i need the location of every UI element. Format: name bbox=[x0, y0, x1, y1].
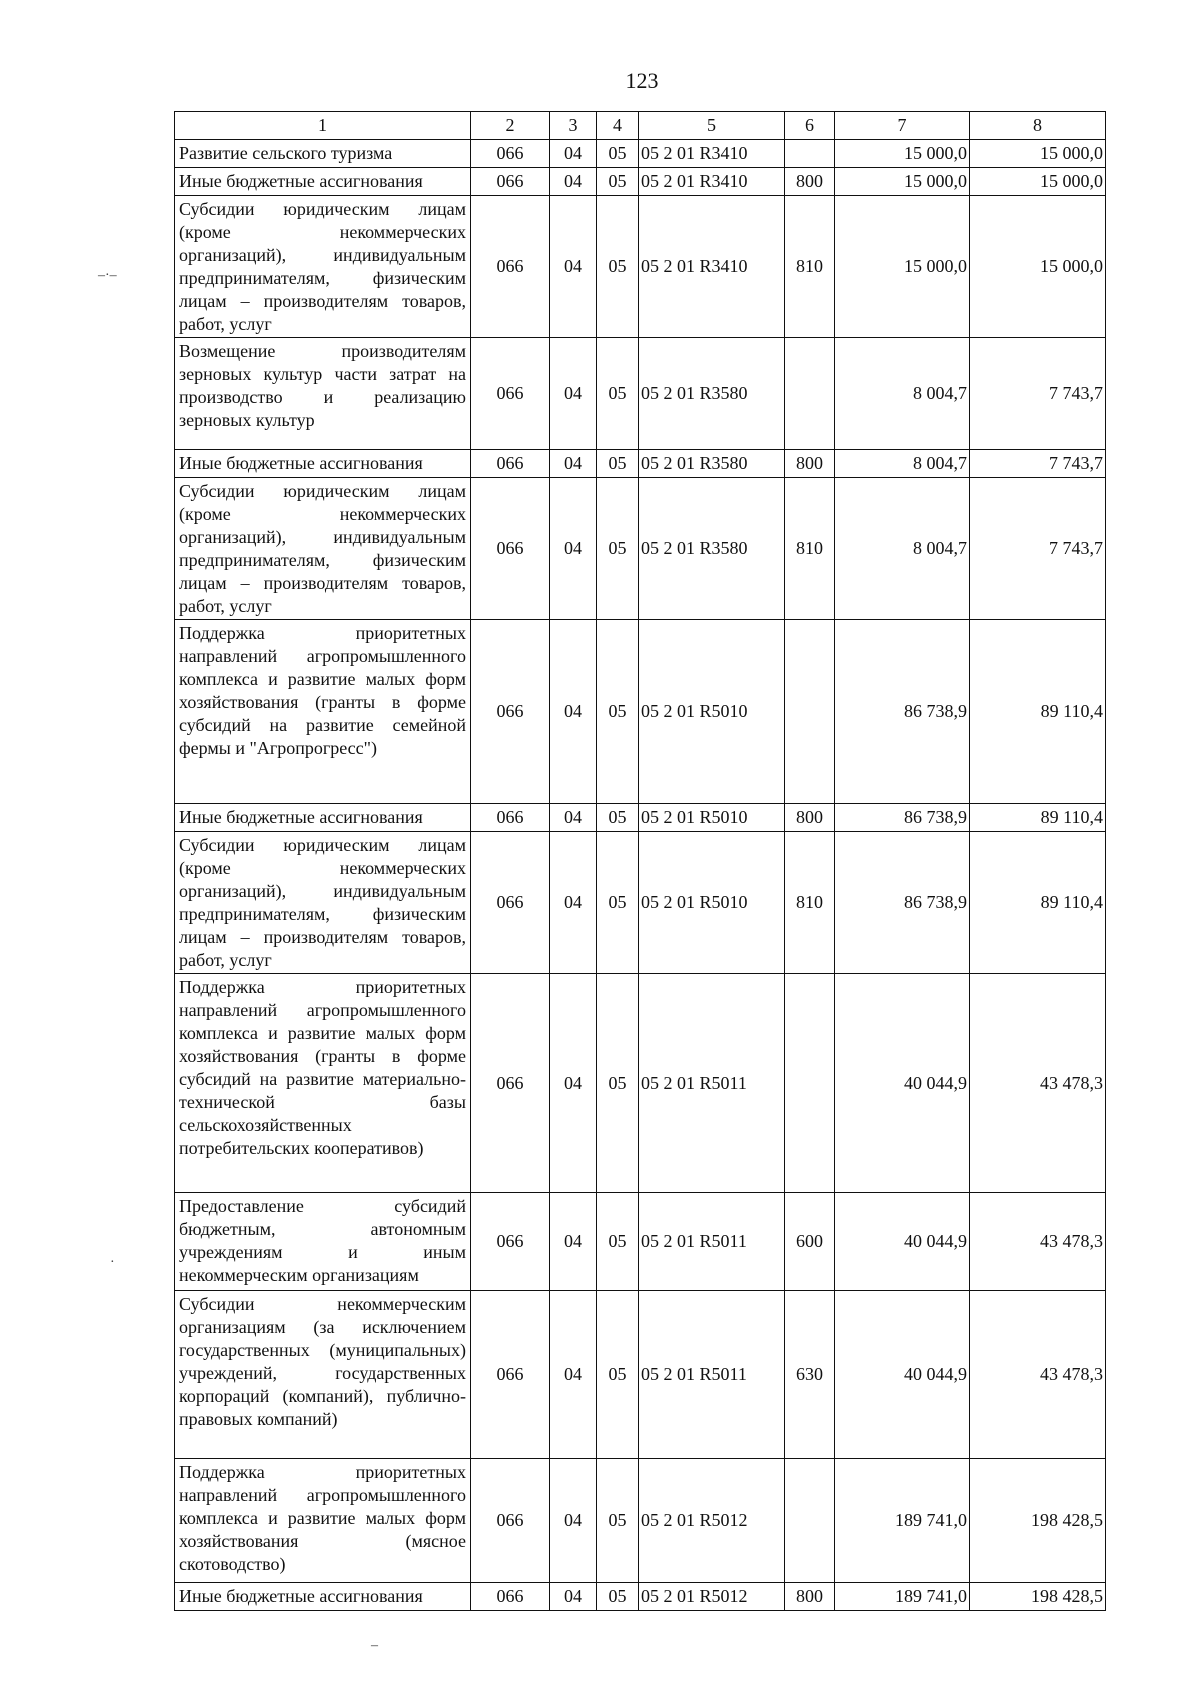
budget-table bbox=[174, 111, 1106, 1611]
row-code-cell: 066 bbox=[471, 196, 550, 338]
row-target-article-cell: 05 2 01 R3410 bbox=[639, 168, 785, 196]
table-row bbox=[175, 974, 1106, 1193]
row-amount-year2-cell: 15 000,0 bbox=[970, 168, 1106, 196]
row-name-cell: Субсидии юридическим лицам (кроме некоммерческих организаций), индивидуальным предпринимателям, физическим лицам – производителям товаров, работ, услуг bbox=[175, 832, 471, 974]
row-code-cell: 066 bbox=[471, 832, 550, 974]
row-amount-year1-cell: 15 000,0 bbox=[835, 196, 970, 338]
row-amount-year1-cell: 40 044,9 bbox=[835, 1291, 970, 1459]
row-amount-year2-cell: 7 743,7 bbox=[970, 478, 1106, 620]
column-header: 8 bbox=[970, 112, 1106, 140]
row-code-cell: 066 bbox=[471, 450, 550, 478]
row-amount-year2-cell: 15 000,0 bbox=[970, 196, 1106, 338]
row-expense-type-cell: 600 bbox=[785, 1193, 835, 1291]
row-section-cell: 04 bbox=[550, 196, 597, 338]
row-code-cell: 066 bbox=[471, 1291, 550, 1459]
table-row bbox=[175, 620, 1106, 804]
table-row bbox=[175, 140, 1106, 168]
row-name-cell: Субсидии некоммерческим организациям (за исключением государственных (муниципальных) учреждений, государственных корпораций (компаний), публично-правовых компаний) bbox=[175, 1291, 471, 1459]
row-section-cell: 04 bbox=[550, 804, 597, 832]
row-amount-year2-cell: 89 110,4 bbox=[970, 832, 1106, 974]
row-section-cell: 04 bbox=[550, 478, 597, 620]
row-name-cell: Субсидии юридическим лицам (кроме некоммерческих организаций), индивидуальным предпринимателям, физическим лицам – производителям товаров, работ, услуг bbox=[175, 196, 471, 338]
page-number: 123 bbox=[625, 68, 659, 93]
row-target-article-cell: 05 2 01 R5011 bbox=[639, 1291, 785, 1459]
row-amount-year1-cell: 15 000,0 bbox=[835, 140, 970, 168]
row-expense-type-cell bbox=[785, 620, 835, 804]
row-amount-year1-cell: 40 044,9 bbox=[835, 974, 970, 1193]
table-row bbox=[175, 1193, 1106, 1291]
row-name-cell: Предоставление субсидий бюджетным, автономным учреждениям и иным некоммерческим организациям bbox=[175, 1193, 471, 1291]
column-header: 1 bbox=[175, 112, 471, 140]
row-code-cell: 066 bbox=[471, 620, 550, 804]
row-code-cell: 066 bbox=[471, 804, 550, 832]
row-code-cell: 066 bbox=[471, 168, 550, 196]
row-amount-year1-cell: 40 044,9 bbox=[835, 1193, 970, 1291]
row-subsection-cell: 05 bbox=[597, 478, 639, 620]
row-amount-year2-cell: 89 110,4 bbox=[970, 620, 1106, 804]
column-header: 4 bbox=[597, 112, 639, 140]
row-subsection-cell: 05 bbox=[597, 140, 639, 168]
row-section-cell: 04 bbox=[550, 1193, 597, 1291]
row-amount-year2-cell: 43 478,3 bbox=[970, 1291, 1106, 1459]
row-subsection-cell: 05 bbox=[597, 196, 639, 338]
row-amount-year1-cell: 86 738,9 bbox=[835, 804, 970, 832]
row-expense-type-cell: 810 bbox=[785, 196, 835, 338]
row-expense-type-cell: 810 bbox=[785, 478, 835, 620]
row-amount-year2-cell: 198 428,5 bbox=[970, 1459, 1106, 1583]
row-subsection-cell: 05 bbox=[597, 1291, 639, 1459]
row-subsection-cell: 05 bbox=[597, 620, 639, 804]
column-header: 6 bbox=[785, 112, 835, 140]
row-section-cell: 04 bbox=[550, 1459, 597, 1583]
row-name-cell: Иные бюджетные ассигнования bbox=[175, 450, 471, 478]
row-code-cell: 066 bbox=[471, 140, 550, 168]
table-row bbox=[175, 450, 1106, 478]
row-expense-type-cell: 800 bbox=[785, 168, 835, 196]
row-amount-year2-cell: 15 000,0 bbox=[970, 140, 1106, 168]
row-amount-year2-cell: 7 743,7 bbox=[970, 338, 1106, 450]
row-subsection-cell: 05 bbox=[597, 1583, 639, 1611]
row-name-cell: Поддержка приоритетных направлений агропромышленного комплекса и развитие малых форм хозяйствования (гранты в форме субсидий на развитие материально-технической базы сельскохозяйственных потребительских кооперативов) bbox=[175, 974, 471, 1193]
row-subsection-cell: 05 bbox=[597, 1193, 639, 1291]
row-amount-year1-cell: 86 738,9 bbox=[835, 832, 970, 974]
row-amount-year1-cell: 86 738,9 bbox=[835, 620, 970, 804]
margin-mark: · bbox=[110, 1255, 115, 1270]
column-header: 5 bbox=[639, 112, 785, 140]
row-code-cell: 066 bbox=[471, 1193, 550, 1291]
margin-mark: – bbox=[371, 1638, 378, 1653]
row-expense-type-cell: 810 bbox=[785, 832, 835, 974]
row-target-article-cell: 05 2 01 R5011 bbox=[639, 974, 785, 1193]
row-section-cell: 04 bbox=[550, 1291, 597, 1459]
table-row bbox=[175, 478, 1106, 620]
row-expense-type-cell: 800 bbox=[785, 804, 835, 832]
row-amount-year2-cell: 89 110,4 bbox=[970, 804, 1106, 832]
row-name-cell: Поддержка приоритетных направлений агропромышленного комплекса и развитие малых форм хозяйствования (гранты в форме субсидий на развитие семейной фермы и "Агропрогресс") bbox=[175, 620, 471, 804]
row-expense-type-cell bbox=[785, 338, 835, 450]
row-name-cell: Развитие сельского туризма bbox=[175, 140, 471, 168]
row-expense-type-cell: 800 bbox=[785, 1583, 835, 1611]
table-row bbox=[175, 338, 1106, 450]
row-target-article-cell: 05 2 01 R5012 bbox=[639, 1459, 785, 1583]
column-header: 3 bbox=[550, 112, 597, 140]
row-section-cell: 04 bbox=[550, 1583, 597, 1611]
row-name-cell: Возмещение производителям зерновых культур части затрат на производство и реализацию зерновых культур bbox=[175, 338, 471, 450]
row-subsection-cell: 05 bbox=[597, 832, 639, 974]
row-target-article-cell: 05 2 01 R5010 bbox=[639, 620, 785, 804]
row-subsection-cell: 05 bbox=[597, 974, 639, 1193]
row-subsection-cell: 05 bbox=[597, 338, 639, 450]
row-target-article-cell: 05 2 01 R3410 bbox=[639, 140, 785, 168]
row-name-cell: Иные бюджетные ассигнования bbox=[175, 1583, 471, 1611]
row-section-cell: 04 bbox=[550, 338, 597, 450]
row-target-article-cell: 05 2 01 R3580 bbox=[639, 450, 785, 478]
row-code-cell: 066 bbox=[471, 974, 550, 1193]
row-code-cell: 066 bbox=[471, 1583, 550, 1611]
row-target-article-cell: 05 2 01 R5010 bbox=[639, 832, 785, 974]
row-subsection-cell: 05 bbox=[597, 168, 639, 196]
margin-mark: –·– bbox=[98, 268, 117, 283]
table-row bbox=[175, 168, 1106, 196]
row-expense-type-cell: 630 bbox=[785, 1291, 835, 1459]
table-row bbox=[175, 1459, 1106, 1583]
row-section-cell: 04 bbox=[550, 974, 597, 1193]
row-name-cell: Иные бюджетные ассигнования bbox=[175, 168, 471, 196]
row-code-cell: 066 bbox=[471, 338, 550, 450]
row-target-article-cell: 05 2 01 R5010 bbox=[639, 804, 785, 832]
row-amount-year1-cell: 8 004,7 bbox=[835, 478, 970, 620]
row-expense-type-cell: 800 bbox=[785, 450, 835, 478]
row-amount-year2-cell: 43 478,3 bbox=[970, 1193, 1106, 1291]
row-target-article-cell: 05 2 01 R5012 bbox=[639, 1583, 785, 1611]
row-name-cell: Поддержка приоритетных направлений агропромышленного комплекса и развитие малых форм хозяйствования (мясное скотоводство) bbox=[175, 1459, 471, 1583]
row-amount-year1-cell: 189 741,0 bbox=[835, 1583, 970, 1611]
row-amount-year2-cell: 43 478,3 bbox=[970, 974, 1106, 1193]
row-expense-type-cell bbox=[785, 140, 835, 168]
row-name-cell: Субсидии юридическим лицам (кроме некоммерческих организаций), индивидуальным предпринимателям, физическим лицам – производителям товаров, работ, услуг bbox=[175, 478, 471, 620]
row-section-cell: 04 bbox=[550, 140, 597, 168]
row-subsection-cell: 05 bbox=[597, 804, 639, 832]
table-row bbox=[175, 196, 1106, 338]
table-row bbox=[175, 832, 1106, 974]
row-amount-year1-cell: 8 004,7 bbox=[835, 450, 970, 478]
column-header: 2 bbox=[471, 112, 550, 140]
row-expense-type-cell bbox=[785, 1459, 835, 1583]
column-header: 7 bbox=[835, 112, 970, 140]
row-code-cell: 066 bbox=[471, 478, 550, 620]
row-section-cell: 04 bbox=[550, 620, 597, 804]
row-target-article-cell: 05 2 01 R3410 bbox=[639, 196, 785, 338]
table-row bbox=[175, 1291, 1106, 1459]
row-section-cell: 04 bbox=[550, 832, 597, 974]
row-expense-type-cell bbox=[785, 974, 835, 1193]
row-target-article-cell: 05 2 01 R3580 bbox=[639, 338, 785, 450]
row-amount-year1-cell: 8 004,7 bbox=[835, 338, 970, 450]
row-amount-year2-cell: 7 743,7 bbox=[970, 450, 1106, 478]
row-amount-year1-cell: 15 000,0 bbox=[835, 168, 970, 196]
row-target-article-cell: 05 2 01 R5011 bbox=[639, 1193, 785, 1291]
row-target-article-cell: 05 2 01 R3580 bbox=[639, 478, 785, 620]
row-section-cell: 04 bbox=[550, 168, 597, 196]
table-row bbox=[175, 804, 1106, 832]
table-row bbox=[175, 1583, 1106, 1611]
row-subsection-cell: 05 bbox=[597, 1459, 639, 1583]
row-section-cell: 04 bbox=[550, 450, 597, 478]
row-name-cell: Иные бюджетные ассигнования bbox=[175, 804, 471, 832]
row-code-cell: 066 bbox=[471, 1459, 550, 1583]
row-amount-year2-cell: 198 428,5 bbox=[970, 1583, 1106, 1611]
row-amount-year1-cell: 189 741,0 bbox=[835, 1459, 970, 1583]
row-subsection-cell: 05 bbox=[597, 450, 639, 478]
table-header-row bbox=[175, 112, 1106, 140]
